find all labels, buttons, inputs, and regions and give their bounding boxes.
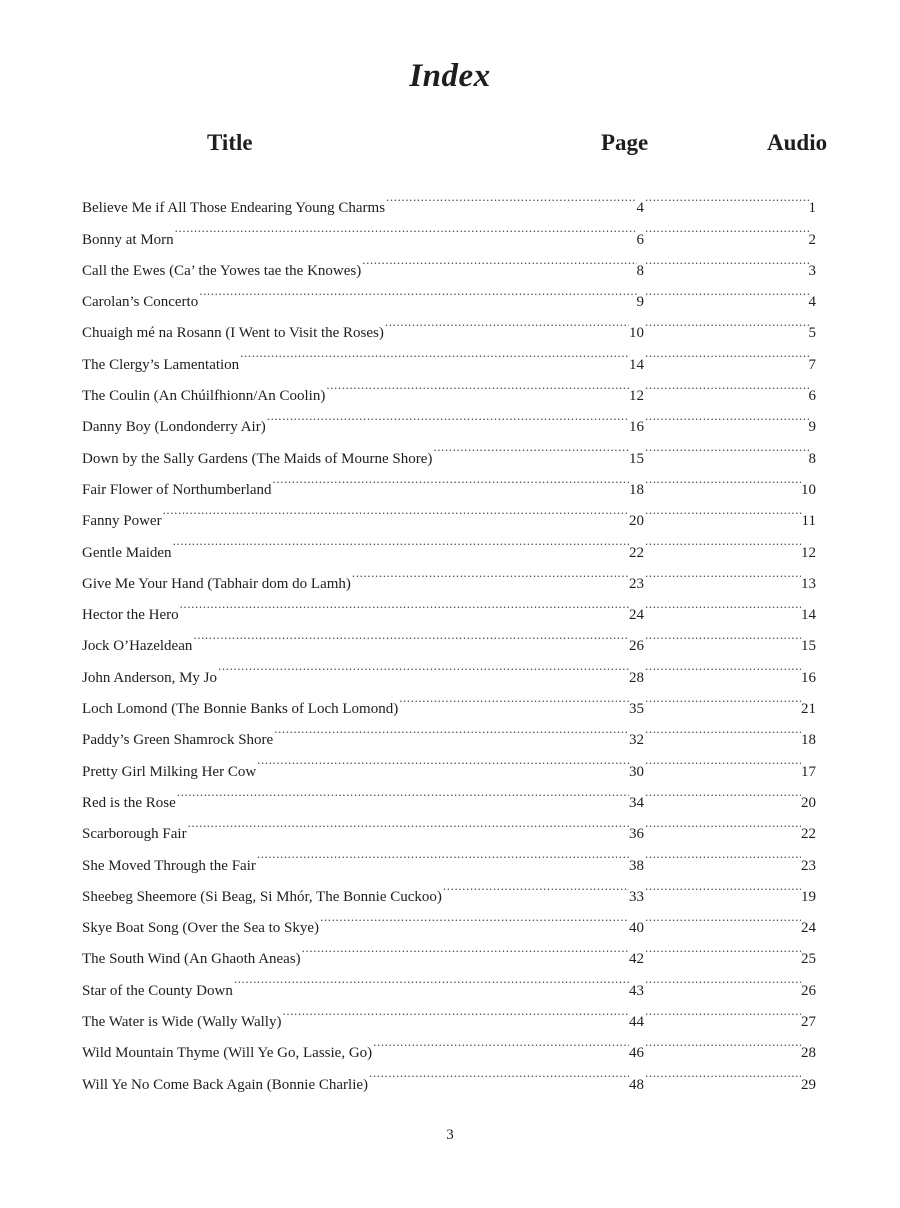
dot-leader	[385, 181, 636, 212]
index-entry	[82, 588, 816, 624]
dot-leader	[172, 525, 629, 556]
dot-leader	[644, 838, 801, 869]
dot-leader	[256, 838, 629, 869]
index-entry	[82, 932, 816, 968]
index-entry	[82, 557, 816, 592]
dot-leader	[644, 463, 801, 494]
dot-leader	[644, 557, 801, 588]
dot-leader	[644, 1026, 801, 1057]
index-entry	[82, 181, 816, 217]
entry-audio: 23	[801, 857, 816, 874]
dot-leader	[644, 932, 801, 963]
entry-audio: 18	[801, 732, 816, 749]
entry-title: Gentle Maiden	[82, 544, 172, 561]
entry-title: Danny Boy (Londonderry Air)	[82, 419, 266, 436]
entry-page: 34	[629, 794, 644, 811]
dot-leader	[384, 306, 629, 337]
index-entry	[82, 682, 816, 718]
entry-page: 44	[629, 1014, 644, 1031]
dot-leader	[644, 744, 801, 775]
index-entry	[82, 306, 816, 342]
entry-title: Red is the Rose	[82, 794, 176, 811]
index-entry	[82, 369, 816, 405]
index-entry	[82, 713, 816, 749]
entry-title: Will Ye No Come Back Again (Bonnie Charlie)	[82, 1076, 369, 1093]
dot-leader	[372, 1026, 629, 1057]
index-entry	[82, 807, 816, 843]
entry-audio: 3	[808, 262, 816, 279]
index-entry	[82, 963, 816, 999]
entry-page: 15	[629, 450, 644, 467]
entry-audio: 28	[801, 1045, 816, 1062]
entry-title: The Water is Wide (Wally Wally)	[82, 1014, 282, 1031]
index-entry	[82, 463, 816, 498]
column-header-page: Page	[601, 130, 649, 155]
entry-audio: 19	[801, 888, 816, 905]
dot-leader	[644, 995, 801, 1026]
entry-audio: 2	[808, 231, 816, 248]
dot-leader	[644, 181, 809, 212]
entry-audio: 27	[801, 1014, 816, 1031]
index-entry	[82, 870, 816, 905]
column-header-title: Title	[207, 130, 253, 155]
dot-leader	[644, 870, 801, 901]
index-entry	[82, 1057, 816, 1093]
dot-leader	[644, 682, 801, 713]
entry-page: 24	[629, 607, 644, 624]
entry-page: 28	[629, 669, 644, 686]
dot-leader	[644, 275, 809, 306]
dot-leader	[273, 713, 629, 744]
entry-page: 16	[629, 419, 644, 436]
dot-leader	[442, 870, 629, 901]
dot-leader	[644, 807, 801, 838]
entry-audio: 6	[808, 388, 816, 405]
index-entry	[82, 400, 816, 436]
dot-leader	[162, 494, 629, 525]
entry-page: 38	[629, 857, 644, 874]
entry-audio: 9	[808, 419, 816, 436]
index-entry	[82, 494, 816, 530]
entry-page: 42	[629, 951, 644, 968]
entry-title: Chuaigh mé na Rosann (I Went to Visit the Roses)	[82, 325, 384, 342]
entry-title: The South Wind (An Ghaoth Aneas)	[82, 951, 301, 968]
entry-page: 9	[636, 294, 644, 311]
dot-leader	[644, 244, 809, 275]
index-entry	[82, 650, 816, 686]
index-list	[82, 181, 816, 1093]
entry-audio: 26	[801, 982, 816, 999]
entry-title: Carolan’s Concerto	[82, 294, 199, 311]
entry-title: Star of the County Down	[82, 982, 233, 999]
entry-page: 22	[629, 544, 644, 561]
entry-audio: 10	[801, 481, 816, 498]
entry-audio: 1	[808, 200, 816, 217]
dot-leader	[319, 901, 629, 932]
entry-title: Fanny Power	[82, 513, 162, 530]
dot-leader	[272, 463, 629, 494]
dot-leader	[644, 400, 809, 431]
entry-page: 4	[636, 200, 644, 217]
entry-title: The Clergy’s Lamentation	[82, 356, 240, 373]
index-entry	[82, 337, 816, 373]
dot-leader	[644, 619, 801, 650]
entry-audio: 21	[801, 701, 816, 718]
entry-audio: 7	[808, 356, 816, 373]
entry-page: 40	[629, 920, 644, 937]
dot-leader	[644, 212, 809, 243]
dot-leader	[179, 588, 629, 619]
dot-leader	[644, 713, 801, 744]
entry-page: 14	[629, 356, 644, 373]
index-entry	[82, 244, 816, 279]
dot-leader	[192, 619, 629, 650]
entry-page: 36	[629, 826, 644, 843]
entry-page: 48	[629, 1076, 644, 1093]
entry-audio: 13	[801, 575, 816, 592]
entry-title: Bonny at Morn	[82, 231, 174, 248]
entry-title: John Anderson, My Jo	[82, 669, 218, 686]
dot-leader	[644, 337, 809, 368]
column-header-audio: Audio	[767, 130, 828, 155]
dot-leader	[176, 776, 629, 807]
entry-page: 18	[629, 481, 644, 498]
dot-leader	[281, 995, 629, 1026]
entry-title: Sheebeg Sheemore (Si Beag, Si Mhór, The Bonnie Cuckoo)	[82, 888, 442, 905]
entry-page: 33	[629, 888, 644, 905]
entry-title: The Coulin (An Chúilfhionn/An Coolin)	[82, 388, 326, 405]
dot-leader	[644, 431, 809, 462]
dot-leader	[644, 901, 801, 932]
entry-title: Call the Ewes (Ca’ the Yowes tae the Knowes)	[82, 262, 362, 279]
index-entry	[82, 275, 816, 311]
entry-audio: 5	[808, 325, 816, 342]
entry-page: 23	[629, 575, 644, 592]
index-entry	[82, 212, 816, 248]
entry-audio: 15	[801, 638, 816, 655]
entry-audio: 17	[801, 763, 816, 780]
dot-leader	[301, 932, 629, 963]
index-entry	[82, 431, 816, 467]
entry-title: Skye Boat Song (Over the Sea to Skye)	[82, 920, 320, 937]
dot-leader	[174, 212, 637, 243]
entry-audio: 14	[801, 607, 816, 624]
index-entry	[82, 1026, 816, 1062]
dot-leader	[644, 588, 801, 619]
dot-leader	[239, 337, 629, 368]
entry-page: 12	[629, 388, 644, 405]
entry-title: Loch Lomond (The Bonnie Banks of Loch Lomond)	[82, 701, 399, 718]
index-entry	[82, 838, 816, 874]
dot-leader	[266, 400, 629, 431]
entry-audio: 20	[801, 794, 816, 811]
index-entry	[82, 776, 816, 811]
entry-page: 8	[636, 262, 644, 279]
entry-title: Pretty Girl Milking Her Cow	[82, 763, 257, 780]
entry-audio: 16	[801, 669, 816, 686]
dot-leader	[217, 650, 629, 681]
entry-page: 32	[629, 732, 644, 749]
entry-audio: 29	[801, 1076, 816, 1093]
entry-audio: 4	[808, 294, 816, 311]
entry-title: Down by the Sally Gardens (The Maids of Mourne Shore)	[82, 450, 433, 467]
dot-leader	[256, 744, 629, 775]
entry-title: Scarborough Fair	[82, 826, 187, 843]
index-entry	[82, 619, 816, 655]
entry-audio: 24	[801, 920, 816, 937]
entry-title: Give Me Your Hand (Tabhair dom do Lamh)	[82, 575, 351, 592]
entry-title: Paddy’s Green Shamrock Shore	[82, 732, 274, 749]
entry-audio: 12	[801, 544, 816, 561]
dot-leader	[325, 369, 629, 400]
dot-leader	[644, 776, 801, 807]
dot-leader	[398, 682, 629, 713]
page-number: 3	[446, 1127, 454, 1143]
dot-leader	[432, 431, 629, 462]
dot-leader	[198, 275, 636, 306]
dot-leader	[644, 494, 802, 525]
dot-leader	[644, 1057, 801, 1088]
entry-audio: 25	[801, 951, 816, 968]
dot-leader	[187, 807, 629, 838]
entry-page: 6	[636, 231, 644, 248]
entry-page: 46	[629, 1045, 644, 1062]
dot-leader	[644, 525, 801, 556]
index-entry	[82, 525, 816, 561]
entry-page: 20	[629, 513, 644, 530]
dot-leader	[351, 557, 629, 588]
entry-title: Jock O’Hazeldean	[82, 638, 193, 655]
dot-leader	[368, 1057, 629, 1088]
entry-title: Hector the Hero	[82, 607, 179, 624]
entry-page: 10	[629, 325, 644, 342]
entry-title: Believe Me if All Those Endearing Young Charms	[82, 200, 386, 217]
entry-title: She Moved Through the Fair	[82, 857, 256, 874]
index-entry	[82, 744, 816, 780]
dot-leader	[644, 650, 801, 681]
index-entry	[82, 995, 816, 1031]
entry-page: 26	[629, 638, 644, 655]
entry-page: 35	[629, 701, 644, 718]
entry-audio: 8	[808, 450, 816, 467]
dot-leader	[644, 369, 809, 400]
dot-leader	[361, 244, 636, 275]
dot-leader	[644, 963, 801, 994]
entry-audio: 11	[801, 513, 816, 530]
dot-leader	[233, 963, 629, 994]
dot-leader	[644, 306, 809, 337]
entry-audio: 22	[801, 826, 816, 843]
entry-title: Fair Flower of Northumberland	[82, 481, 272, 498]
entry-page: 30	[629, 763, 644, 780]
entry-title: Wild Mountain Thyme (Will Ye Go, Lassie, Go)	[82, 1045, 373, 1062]
index-entry	[82, 901, 816, 937]
page-title: Index	[409, 58, 491, 94]
entry-page: 43	[629, 982, 644, 999]
